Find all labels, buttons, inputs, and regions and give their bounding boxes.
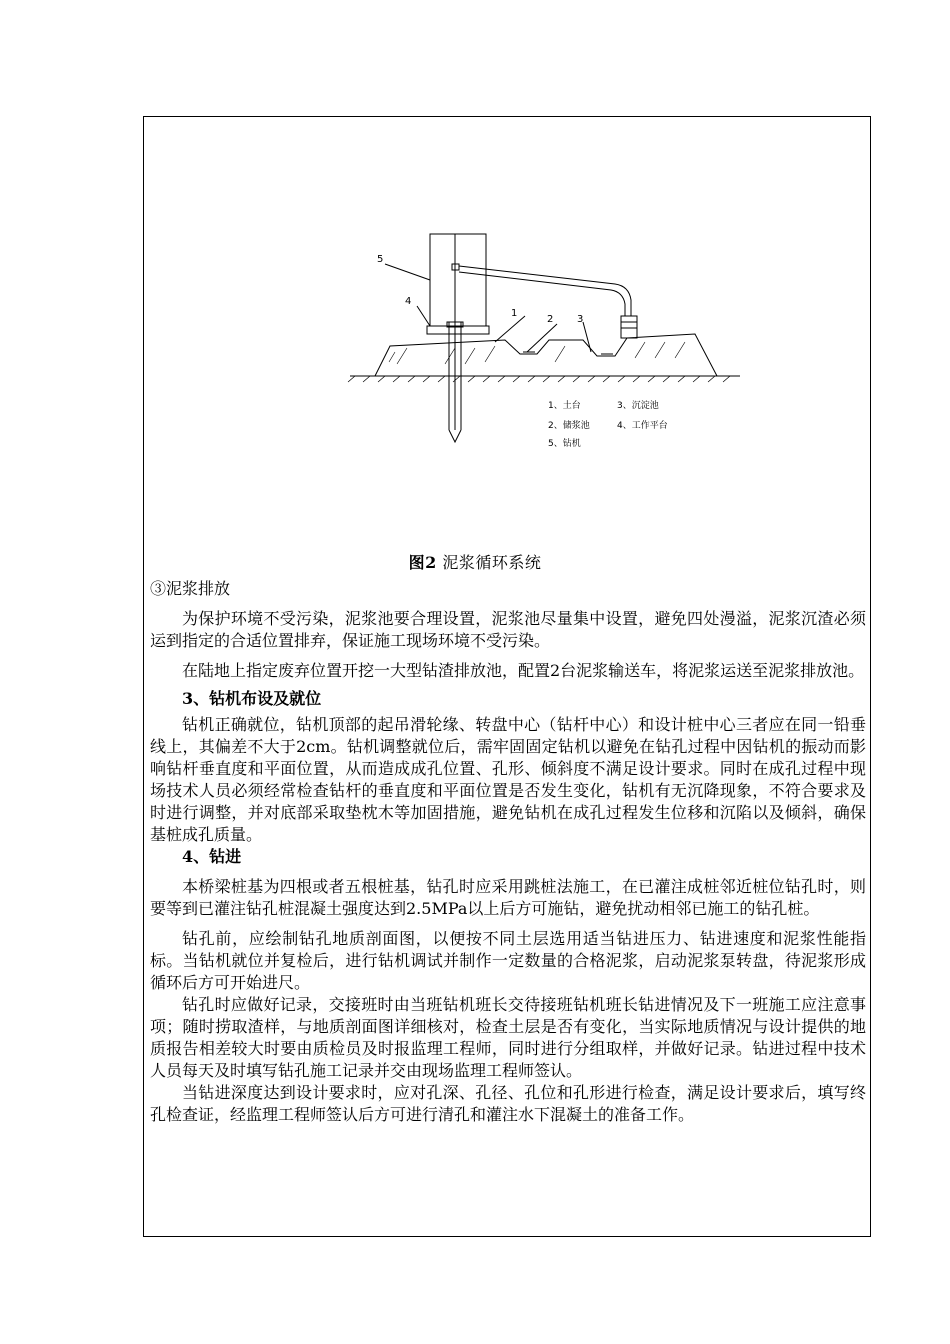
mud-paragraph-1: 为保护环境不受污染，泥浆池要合理设置，泥浆池尽量集中设置，避免四处漫溢，泥浆沉渣必须运到指定的合适位置排弃，保证施工现场环境不受污染。: [150, 609, 866, 650]
drill-paragraph-3: 钻孔时应做好记录，交接班时由当班钻机班长交待接班钻机班长钻进情况及下一班施工应注意事项；随时捞取渣样，与地质剖面图详细核对，检查土层是否有变化，当实际地质情况与设计提供的地质报告相差较大时要由质检员及时报监理工程师，同时进行分组取样，并做好记录。钻进过程中技术人员每天及时填写钻孔施工记录并交由现场监理工程师签认。: [150, 995, 866, 1080]
mud-pipe: [459, 266, 631, 316]
heading-rig-setup: 3、钻机布设及就位: [182, 689, 322, 708]
callout-2: 2: [547, 314, 554, 325]
mud-paragraph-2: 在陆地上指定废弃位置开挖一大型钻渣排放池，配置2台泥浆输送车，将泥浆运送至泥浆排放池。: [182, 661, 865, 680]
drill-rig-tower: [430, 234, 486, 326]
heading-drilling: 4、钻进: [182, 847, 242, 866]
mud-pump: [621, 316, 637, 338]
legend-3: 3、沉淀池: [617, 401, 659, 411]
callout-4: 4: [405, 296, 412, 307]
callout-3: 3: [577, 314, 584, 325]
ground-hatch: [348, 376, 730, 382]
mud-circulation-diagram: [205, 230, 745, 470]
callout-5: 5: [377, 254, 384, 265]
drill-paragraph-2: 钻孔前，应绘制钻孔地质剖面图，以便按不同土层选用适当钻进压力、钻进速度和泥浆性能指标。当钻机就位并复检后，进行钻机调试并制作一定数量的合格泥浆，启动泥浆泵转盘，待泥浆形成循环后方可开始进尺。: [150, 929, 866, 992]
earth-mound: [375, 334, 717, 376]
figure-number: 图2: [408, 553, 437, 572]
drill-bit: [449, 430, 461, 442]
legend-1: 1、土台: [548, 401, 581, 411]
legend-5: 5、钻机: [548, 439, 581, 449]
document-body: [150, 578, 866, 1126]
legend-2: 2、储浆池: [548, 421, 590, 431]
mud-discharge-title: ③泥浆排放: [150, 579, 231, 598]
mound-hatch: [389, 342, 685, 364]
callout-1: 1: [511, 308, 518, 319]
drill-paragraph-4: 当钻进深度达到设计要求时，应对孔深、孔径、孔位和孔形进行检查，满足设计要求后，填写终孔检查证，经监理工程师签认后方可进行清孔和灌注水下混凝土的准备工作。: [150, 1083, 866, 1124]
figure-title: 泥浆循环系统: [442, 553, 542, 572]
rig-paragraph: 钻机正确就位，钻机顶部的起吊滑轮缘、转盘中心（钻杆中心）和设计桩中心三者应在同一铅垂线上，其偏差不大于2cm。钻机调整就位后，需牢固固定钻机以避免在钻孔过程中因钻机的振动而影响钻杆垂直度和平面位置，从而造成成孔位置、孔形、倾斜度不满足设计要求。同时在成孔过程中现场技术人员必须经常检查钻杆的垂直度和平面位置是否发生变化，钻机有无沉降现象，不符合要求及时进行调整，并对底部采取垫枕木等加固措施，避免钻机在成孔过程发生位移和沉陷以及倾斜，确保基桩成孔质量。: [150, 715, 866, 844]
legend-4: 4、工作平台: [617, 421, 668, 431]
figure-caption: [0, 550, 950, 573]
drill-paragraph-1: 本桥梁桩基为四根或者五根桩基，钻孔时应采用跳桩法施工，在已灌注成桩邻近桩位钻孔时，则要等到已灌注钻孔桩混凝土强度达到2.5MPa以上后方可施钻，避免扰动相邻已施工的钻孔桩。: [150, 877, 866, 918]
